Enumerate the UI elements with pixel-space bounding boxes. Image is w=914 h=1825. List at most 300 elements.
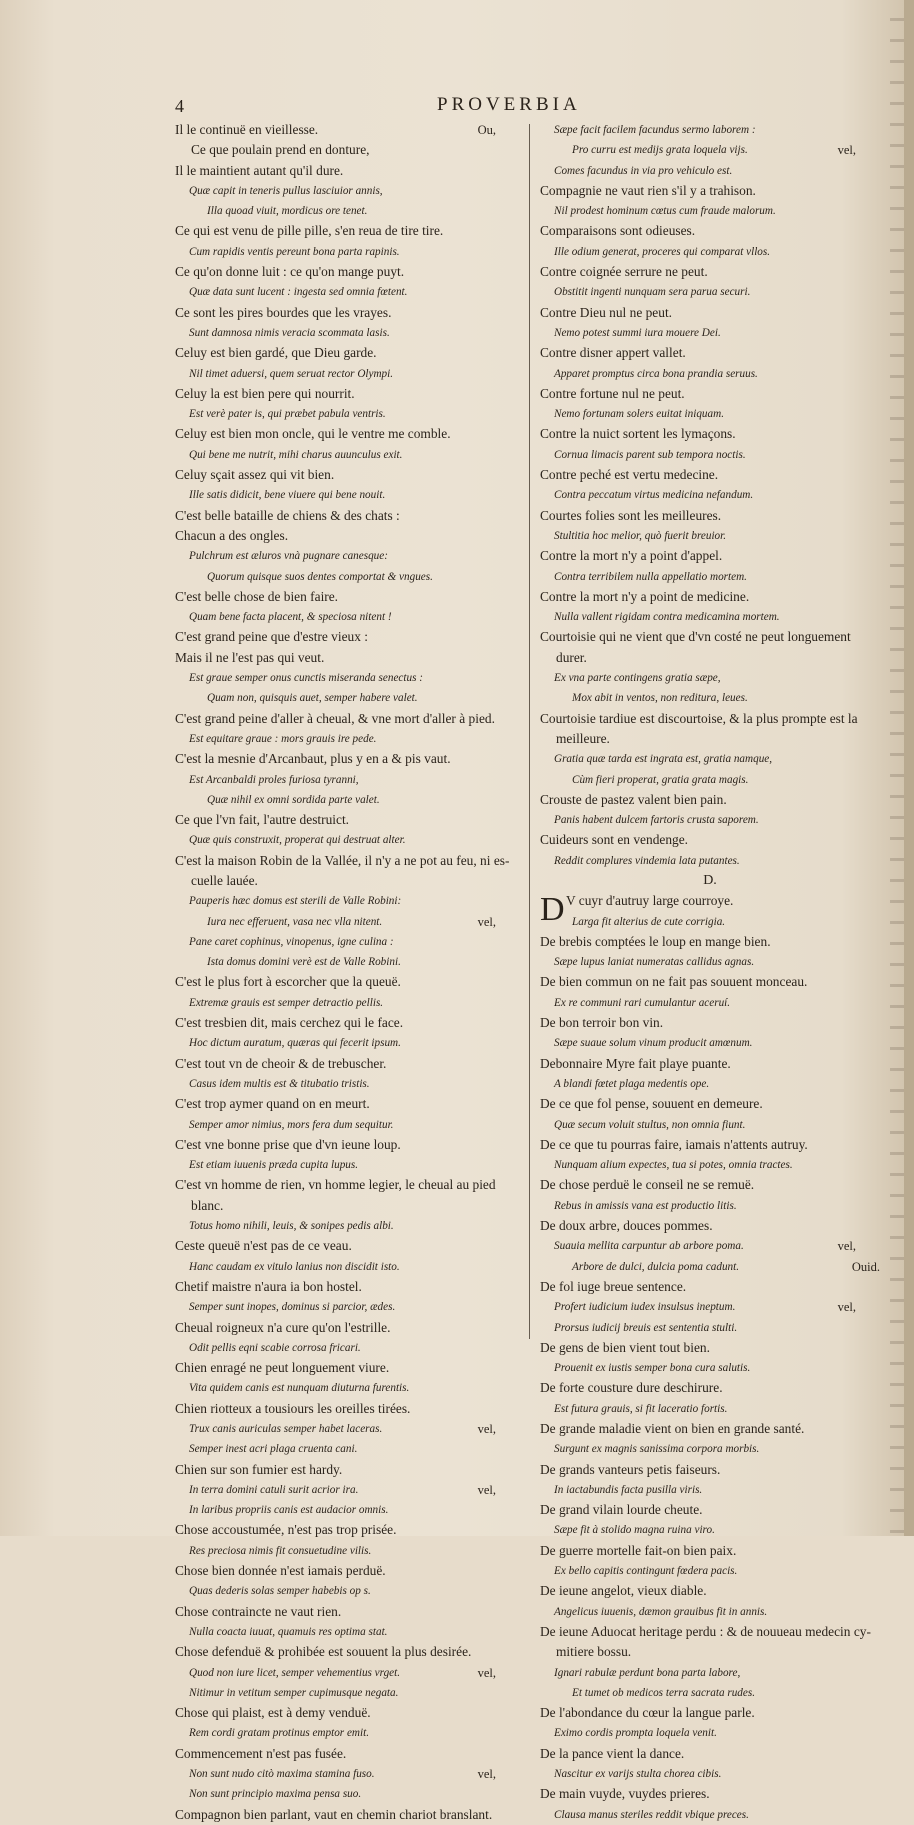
proverb-line [540, 303, 880, 323]
line-text: Stultitia hoc melior, quò fuerit breuior. [554, 529, 727, 542]
latin-line [540, 364, 880, 384]
line-text: Eximo cordis prompta loquela venit. [554, 1727, 717, 1740]
line-text: Totus homo nihili, leuis, & sonipes pedis albi. [189, 1220, 394, 1233]
proverb-line [175, 1175, 520, 1195]
line-text: Nil prodest hominum cœtus cum fraude malorum. [554, 205, 776, 218]
latin-line [540, 749, 880, 769]
proverb-line [540, 1642, 880, 1662]
latin-line [540, 1236, 880, 1256]
latin-line [540, 607, 880, 627]
latin-line [175, 1723, 520, 1743]
proverb-line [540, 1500, 880, 1520]
line-text: Est verè pater is, qui præbet pabula ventris. [189, 408, 386, 421]
line-text: Rebus in amissis vana est productio litis. [554, 1199, 737, 1212]
proverb-line [175, 526, 520, 546]
line-text: Contre la mort n'y a point de medicine. [540, 588, 750, 604]
line-text: Compagnon bien parlant, vaut en chemin chariot branslant. [175, 1806, 493, 1822]
latin-line [540, 993, 880, 1013]
latin-line [540, 1561, 880, 1581]
latin-line [175, 1338, 520, 1358]
line-text: Ce qu'on donne luit : ce qu'on mange puyt. [175, 264, 405, 280]
side-note: vel, [477, 1482, 496, 1497]
proverb-line [175, 871, 520, 891]
line-text: Ce qui est venu de pille pille, s'en reua de tire tire. [175, 223, 444, 239]
line-text: Pulchrum est æluros vnà pugnare canesque: [189, 550, 388, 563]
line-text: mitiere bossu. [556, 1644, 632, 1660]
proverb-line [175, 1318, 520, 1338]
latin-line [175, 1115, 520, 1135]
proverb-line [540, 1013, 880, 1033]
line-text: Il le maintient autant qu'il dure. [175, 162, 344, 178]
proverb-line [540, 627, 880, 647]
line-text: Est futura grauis, si fit laceratio fortis. [554, 1402, 728, 1415]
line-text: Nulla coacta iuuat, quamuis res optima stat. [189, 1625, 388, 1638]
proverb-line [540, 648, 880, 668]
line-text: Courtoisie qui ne vient que d'vn costé ne peut longuement [540, 629, 851, 645]
line-text: Ille odium generat, proceres qui comparat vllos. [554, 245, 771, 258]
line-text: Est equitare graue : mors grauis ire pede. [189, 732, 377, 745]
line-text: C'est belle chose de bien faire. [175, 588, 339, 604]
proverb-line [540, 972, 880, 992]
proverb-line [175, 262, 520, 282]
line-text: Comparaisons sont odieuses. [540, 223, 696, 239]
latin-line [175, 242, 520, 262]
proverb-line [540, 1175, 880, 1195]
line-text: Nil timet aduersi, quem seruat rector Olympi. [189, 367, 394, 380]
side-note: Ou, [477, 123, 496, 137]
latin-line [175, 668, 520, 688]
line-text: Quas dederis solas semper habebis op s. [189, 1585, 371, 1598]
latin-line [175, 567, 520, 587]
proverb-line [175, 221, 520, 241]
line-text: Reddit complures vindemia lata putantes. [554, 854, 740, 867]
latin-line [175, 1581, 520, 1601]
line-text: Non sunt nudo citò maxima stamina fuso. [189, 1768, 375, 1781]
side-note: vel, [477, 914, 496, 929]
latin-line [175, 1074, 520, 1094]
line-text: Est etiam iuuenis præda cupita lupus. [189, 1159, 359, 1172]
line-text: Contre fortune nul ne peut. [540, 385, 685, 401]
line-text: C'est vn homme de rien, vn homme legier, le cheual au pied [175, 1177, 496, 1193]
latin-line [540, 912, 880, 932]
line-text: C'est tout vn de cheoir & de trebuscher. [175, 1055, 387, 1071]
latin-line [540, 668, 880, 688]
line-text: De grand vilain lourde cheute. [540, 1502, 703, 1518]
line-text: In laribus propriis canis est audacior omnis. [189, 1504, 389, 1517]
proverb-line [175, 120, 520, 140]
line-text: De ieune Aduocat heritage perdu : & de nouueau medecin cy- [540, 1623, 871, 1639]
line-text: blanc. [191, 1197, 224, 1213]
line-text: Chose accoustumée, n'est pas trop prisée. [175, 1522, 397, 1538]
proverb-line [540, 1135, 880, 1155]
proverb-line [175, 851, 520, 871]
line-text: Clausa manus steriles reddit vbique preces. [554, 1808, 749, 1821]
side-note: vel, [477, 1422, 496, 1436]
line-text: C'est belle bataille de chiens & des chats : [175, 507, 400, 523]
line-text: Nemo fortunam solers euitat iniquam. [554, 408, 724, 421]
line-text: C'est grand peine que d'estre vieux : [175, 629, 368, 645]
latin-line [175, 445, 520, 465]
proverb-line [175, 709, 520, 729]
line-text: De grande maladie vient on bien en grande santé. [540, 1421, 805, 1436]
latin-line [540, 1602, 880, 1622]
latin-line [175, 485, 520, 505]
line-text: Sæpe lupus laniat numeratas callidus agnas. [554, 956, 755, 969]
line-text: Nulla vallent rigidam contra medicamina mortem. [554, 611, 780, 624]
latin-line [540, 1318, 880, 1338]
latin-line [175, 546, 520, 566]
proverb-line [540, 1378, 880, 1398]
line-text: durer. [556, 649, 587, 665]
line-text: A blandi fœtet plaga medentis ope. [554, 1077, 710, 1090]
latin-line [540, 526, 880, 546]
proverb-line [175, 1561, 520, 1581]
line-text: Contre Dieu nul ne peut. [540, 304, 673, 320]
line-text: De forte cousture dure deschirure. [540, 1380, 723, 1396]
proverb-line [175, 424, 520, 444]
line-text: De gens de bien vient tout bien. [540, 1339, 710, 1355]
proverb-line [540, 424, 880, 444]
latin-line [175, 1663, 520, 1683]
page-number: 4 [175, 96, 184, 116]
latin-line [175, 1541, 520, 1561]
latin-line [540, 1297, 880, 1317]
line-text: Quorum quisque suos dentes comportat & vngues. [207, 570, 433, 583]
latin-line [175, 1500, 520, 1520]
latin-line [540, 1257, 880, 1277]
line-text: Sæpe facit facilem facundus sermo laborem : [554, 124, 756, 136]
proverb-line [175, 384, 520, 404]
latin-line [175, 323, 520, 343]
latin-line [175, 1784, 520, 1804]
latin-line [540, 1805, 880, 1825]
side-note: vel, [477, 1767, 496, 1782]
proverb-line [540, 1054, 880, 1074]
line-text: Chien riotteux a tousiours les oreilles tirées. [175, 1400, 411, 1416]
proverb-line [540, 1541, 880, 1561]
proverb-line [540, 343, 880, 363]
line-text: Quæ nihil ex omni sordida parte valet. [207, 793, 380, 806]
line-text: Ex re communi rari cumulantur aceruí. [554, 996, 731, 1009]
line-text: De ce que fol pense, souuent en demeure. [540, 1096, 763, 1112]
latin-line [540, 1723, 880, 1743]
latin-line [175, 891, 520, 911]
proverb-line [540, 1744, 880, 1764]
proverb-line [175, 506, 520, 526]
line-text: De fol iuge breue sentence. [540, 1278, 687, 1294]
line-text: In iactabundis facta pusilla viris. [554, 1483, 703, 1496]
line-text: Non sunt principio maxima pensa suo. [189, 1788, 362, 1801]
line-text: Semper inest acri plaga cruenta cani. [189, 1443, 358, 1456]
latin-line [175, 364, 520, 384]
latin-line [175, 1155, 520, 1175]
line-text: C'est le plus fort à escorcher que la queuë. [175, 974, 401, 990]
line-text: Odit pellis eqni scabie corrosa fricari. [189, 1341, 361, 1354]
proverb-line [540, 1460, 880, 1480]
proverb-line [175, 161, 520, 181]
proverb-line [540, 262, 880, 282]
line-text: Ce que poulain prend en donture, [191, 142, 370, 158]
line-text: Chose contraincte ne vaut rien. [175, 1603, 342, 1619]
latin-line [540, 1520, 880, 1540]
proverb-line [175, 1094, 520, 1114]
line-text: Courtoisie tardiue est discourtoise, & la plus prompte est la [540, 710, 858, 726]
line-text: Debonnaire Myre fait playe puante. [540, 1055, 731, 1071]
line-text: Quam non, quisquis auet, semper habere valet. [207, 692, 418, 705]
left-column [175, 120, 520, 1825]
line-text: Quæ quis construxit, properat qui destruat alter. [189, 834, 406, 847]
proverb-line [540, 1216, 880, 1236]
proverb-line [175, 1602, 520, 1622]
line-text: De chose perduë le conseil ne se remuë. [540, 1177, 755, 1193]
line-text: Celuy sçait assez qui vit bien. [175, 467, 335, 483]
line-text: Pro curru est medijs grata loquela vijs. [572, 144, 748, 157]
line-text: Contre la mort n'y a point d'appel. [540, 548, 723, 564]
latin-line [540, 404, 880, 424]
latin-line [175, 201, 520, 221]
proverb-line [175, 140, 520, 160]
proverb-line [175, 1642, 520, 1662]
line-text: Rem cordi gratam protinus emptor emit. [189, 1727, 370, 1740]
line-text: Surgunt ex magnis sanissima corpora morbis. [554, 1443, 760, 1456]
proverb-line [175, 1236, 520, 1256]
line-text: Prouenit ex iustis semper bona cura salutis. [554, 1362, 751, 1375]
proverb-line [175, 1135, 520, 1155]
line-text: Chose defenduë & prohibée est souuent la plus desirée. [175, 1644, 472, 1660]
line-text: Cornua limacis parent sub tempora noctis. [554, 448, 746, 461]
line-text: Nitimur in vetitum semper cupimusque negata. [189, 1686, 399, 1699]
proverb-line [175, 1805, 520, 1825]
line-text: Res preciosa nimis fit consuetudine vilis. [189, 1544, 372, 1557]
latin-line [175, 404, 520, 424]
latin-line [175, 1257, 520, 1277]
latin-line [540, 1683, 880, 1703]
line-text: Ex vna parte contingens gratia sæpe, [554, 672, 721, 685]
proverb-line [540, 1581, 880, 1601]
line-text: Quod non iure licet, semper vehementius vrget. [189, 1666, 401, 1679]
latin-line [540, 323, 880, 343]
latin-line [540, 161, 880, 181]
proverb-line [175, 1460, 520, 1480]
latin-line [540, 282, 880, 302]
latin-line [540, 485, 880, 505]
latin-line [540, 1663, 880, 1683]
line-text: Est graue semper onus cunctis miseranda senectus : [189, 672, 423, 685]
proverb-line [540, 1784, 880, 1804]
line-text: Chose bien donnée n'est iamais perduë. [175, 1563, 386, 1579]
line-text: Vita quidem canis est nunquam diuturna furentis. [189, 1382, 410, 1395]
drop-cap: D [540, 891, 565, 929]
latin-line [175, 952, 520, 972]
line-text: Casus idem multis est & titubatio tristis. [189, 1077, 370, 1090]
line-text: Contre coignée serrure ne peut. [540, 264, 708, 280]
latin-line [175, 181, 520, 201]
line-text: De la pance vient la dance. [540, 1745, 685, 1761]
latin-line [540, 1399, 880, 1419]
proverb-line [540, 1703, 880, 1723]
line-text: Ignari rabulæ perdunt bona parta labore, [554, 1666, 741, 1679]
latin-line [540, 1155, 880, 1175]
line-text: Profert iudicium iudex insulsus ineptum. [554, 1301, 736, 1314]
line-text: Sæpe fit à stolido magna ruina viro. [554, 1524, 715, 1537]
line-text: Mais il ne l'est pas qui veut. [175, 649, 325, 665]
line-text: Commencement n'est pas fusée. [175, 1745, 347, 1761]
latin-line [540, 140, 880, 160]
latin-line [540, 120, 880, 140]
latin-line [175, 282, 520, 302]
latin-line [540, 770, 880, 790]
line-text: Contra terribilem nulla appellatio mortem. [554, 570, 747, 583]
line-text: D. [703, 872, 717, 888]
line-text: Semper sunt inopes, dominus si parcior, ædes. [189, 1301, 396, 1314]
latin-line [540, 242, 880, 262]
line-text: Gratia quæ tarda est ingrata est, gratia namque, [554, 753, 773, 766]
side-note: Ouid. [851, 1259, 880, 1274]
latin-line [175, 1419, 520, 1439]
proverb-line [175, 1399, 520, 1419]
line-text: C'est trop aymer quand on en meurt. [175, 1096, 370, 1112]
latin-line [540, 688, 880, 708]
latin-line [540, 567, 880, 587]
line-text: cuelle lauée. [191, 872, 258, 888]
line-text: Sunt damnosa nimis veracia scommata lasis. [189, 326, 390, 339]
latin-line [175, 1480, 520, 1500]
line-text: Larga fit alterius de cute corrigia. [572, 915, 726, 928]
latin-line [175, 1764, 520, 1784]
line-text: Il le continuë en vieillesse. [175, 122, 319, 137]
line-text: De bon terroir bon vin. [540, 1015, 664, 1031]
running-title: PROVERBIA [437, 94, 581, 115]
proverb-line [175, 587, 520, 607]
latin-line [175, 1439, 520, 1459]
line-text: Comes facundus in via pro vehiculo est. [554, 164, 733, 177]
latin-line [175, 993, 520, 1013]
line-text: Prorsus iudicij breuis est sententia stulti. [554, 1321, 738, 1334]
line-text: De l'abondance du cœur la langue parle. [540, 1705, 755, 1721]
line-text: Ex bello capitis contingunt fœdera pacis. [554, 1565, 738, 1578]
proverb-line [175, 1703, 520, 1723]
line-text: Obstitit ingenti nunquam sera parua securi. [554, 286, 751, 299]
latin-line [540, 1358, 880, 1378]
latin-line [540, 1480, 880, 1500]
proverb-line [540, 506, 880, 526]
line-text: Chose qui plaist, est à demy venduë. [175, 1705, 371, 1721]
latin-line [175, 932, 520, 952]
proverb-line [175, 1196, 520, 1216]
line-text: Chacun a des ongles. [175, 527, 289, 543]
line-text: V cuyr d'autruy large courroye. [566, 893, 734, 909]
line-text: De ieune angelot, vieux diable. [540, 1583, 707, 1599]
latin-line [175, 729, 520, 749]
line-text: Ce que l'vn fait, l'autre destruict. [175, 812, 350, 828]
proverb-line [175, 1744, 520, 1764]
latin-line [540, 810, 880, 830]
line-text: De guerre mortelle fait-on bien paix. [540, 1542, 737, 1558]
line-text: Extremæ grauis est semper detractio pellis. [189, 996, 384, 1009]
proverb-line [175, 465, 520, 485]
line-text: Ille satis didicit, bene viuere qui bene nouit. [189, 489, 386, 502]
line-text: Nemo potest summi iura mouere Dei. [554, 326, 721, 339]
latin-line [175, 1378, 520, 1398]
proverb-line [175, 1277, 520, 1297]
line-text: Est Arcanbaldi proles furiosa tyranni, [189, 773, 359, 786]
line-text: Et tumet ob medicos terra sacrata rudes. [572, 1686, 756, 1699]
proverb-line [540, 790, 880, 810]
proverb-line [540, 1622, 880, 1642]
proverb-line [540, 181, 880, 201]
latin-line [540, 1764, 880, 1784]
line-text: Nunquam alium expectes, tua si potes, omnia tractes. [554, 1159, 793, 1172]
proverb-line [540, 465, 880, 485]
line-text: Hanc caudam ex vitulo lanius non discidit isto. [189, 1260, 400, 1273]
line-text: Pane caret cophinus, vinopenus, igne culina : [189, 935, 394, 948]
line-text: C'est la mesnie d'Arcanbaut, plus y en a & pis vaut. [175, 751, 451, 767]
line-text: De brebis comptées le loup en mange bien. [540, 933, 771, 949]
line-text: In terra domini catuli surit acrior ira. [189, 1483, 359, 1496]
line-text: Contre peché est vertu medecine. [540, 467, 719, 483]
proverb-line [175, 1358, 520, 1378]
line-text: Hoc dictum auratum, quæras qui fecerit ipsum. [189, 1037, 401, 1050]
latin-line [175, 1033, 520, 1053]
latin-line [175, 1297, 520, 1317]
page-edge [904, 0, 914, 1536]
latin-line [540, 851, 880, 871]
line-text: Angelicus iuuenis, dæmon grauibus fit in annis. [554, 1605, 768, 1618]
proverb-line [175, 972, 520, 992]
latin-line [540, 1033, 880, 1053]
proverb-line [175, 1013, 520, 1033]
line-text: Cùm fieri properat, gratia grata magis. [572, 773, 749, 786]
latin-line [175, 688, 520, 708]
line-text: Quæ data sunt lucent : ingesta sed omnia fœtent. [189, 286, 408, 299]
side-note: vel, [837, 1239, 856, 1254]
line-text: De ce que tu pourras faire, iamais n'attents autruy. [540, 1136, 808, 1152]
latin-line [175, 790, 520, 810]
line-text: Quam bene facta placent, & speciosa nitent ! [189, 611, 392, 624]
line-text: Ista domus domini verè est de Valle Robini. [207, 956, 401, 969]
line-text: C'est vne bonne prise que d'vn ieune loup. [175, 1136, 401, 1152]
line-text: Arbore de dulci, dulcia poma cadunt. [572, 1260, 740, 1273]
line-text: Chien enragé ne peut longuement viure. [175, 1360, 390, 1376]
proverb-line [540, 932, 880, 952]
right-column [540, 120, 880, 1825]
line-text: Panis habent dulcem fartoris crusta saporem. [554, 814, 759, 827]
line-text: Ce sont les pires bourdes que les vrayes. [175, 304, 392, 320]
line-text: meilleure. [556, 730, 610, 746]
proverb-line [540, 1338, 880, 1358]
line-text: C'est la maison Robin de la Vallée, il n'y a ne pot au feu, ni es- [175, 852, 510, 868]
side-note: vel, [477, 1665, 496, 1680]
proverb-line [175, 810, 520, 830]
proverb-line [540, 384, 880, 404]
latin-line [175, 1622, 520, 1642]
line-text: Sæpe suaue solum vinum producit amœnum. [554, 1037, 753, 1050]
latin-line [540, 1115, 880, 1135]
line-text: Illa quoad viuit, mordicus ore tenet. [207, 205, 368, 218]
line-text: Cuideurs sont en vendenge. [540, 832, 689, 848]
line-text: Nascitur ex varijs stulta chorea cibis. [554, 1768, 722, 1781]
line-text: Celuy est bien mon oncle, qui le ventre me comble. [175, 426, 451, 442]
proverb-line [540, 546, 880, 566]
latin-line [540, 952, 880, 972]
latin-line [540, 1074, 880, 1094]
side-note: vel, [837, 143, 856, 158]
latin-line [540, 201, 880, 221]
proverb-line [175, 648, 520, 668]
line-text: C'est tresbien dit, mais cerchez qui le face. [175, 1015, 404, 1031]
proverb-line [540, 709, 880, 729]
line-text: Iura nec efferuent, vasa nec vlla nitent. [207, 915, 383, 928]
